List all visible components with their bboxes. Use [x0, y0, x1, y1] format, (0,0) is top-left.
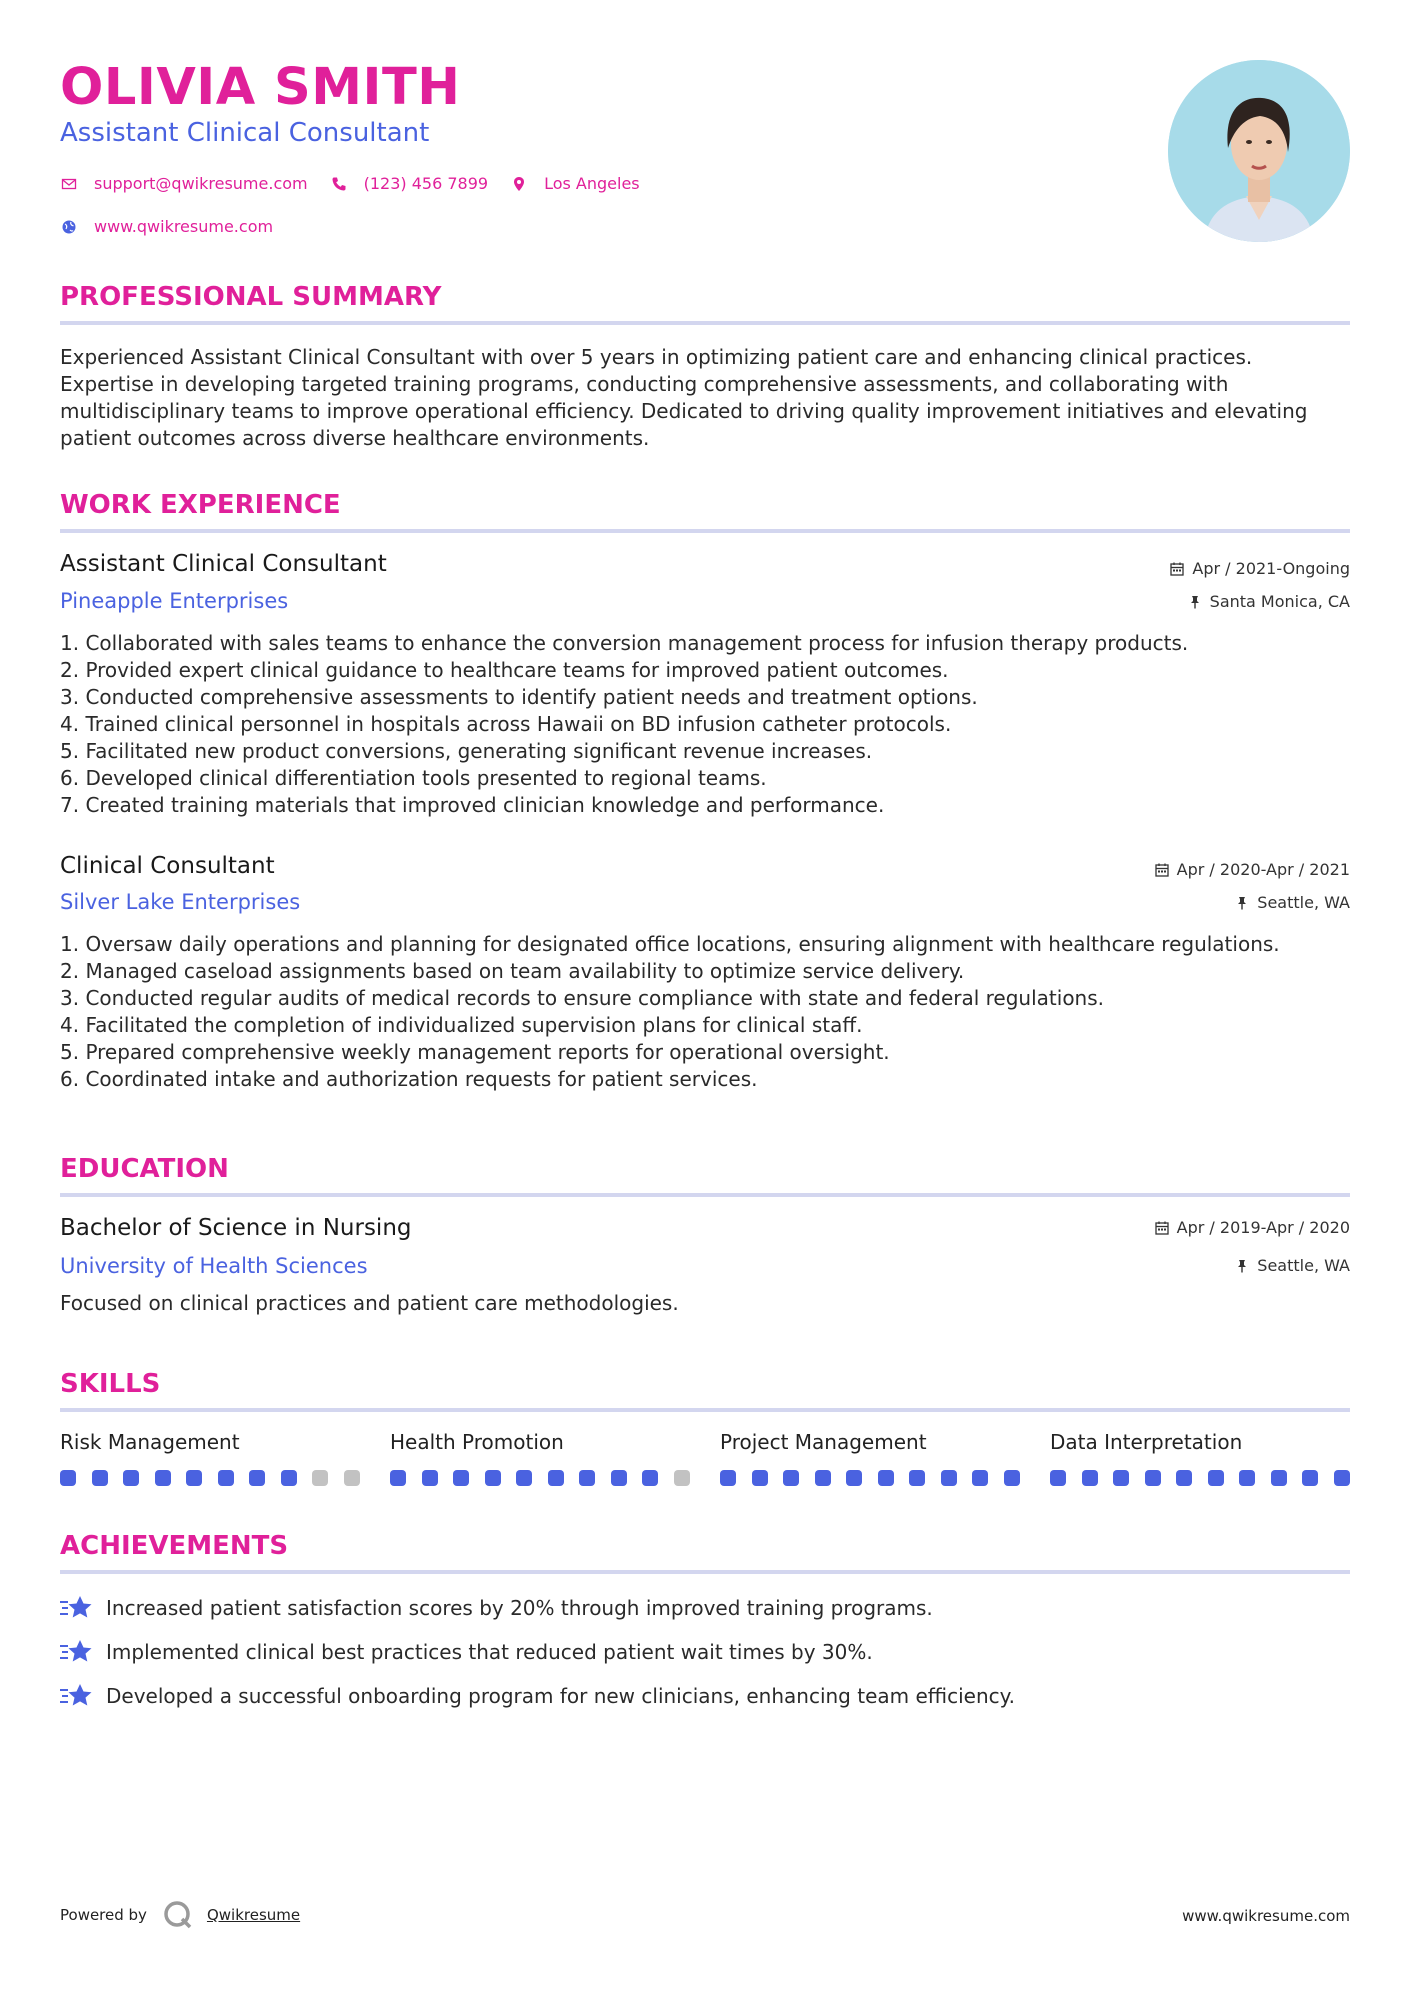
- rating-dot-filled: [516, 1470, 532, 1486]
- profile-photo: [1168, 60, 1350, 242]
- rating-dot-filled: [249, 1470, 265, 1486]
- rating-dot-filled: [186, 1470, 202, 1486]
- powered-by-label: Powered by: [60, 1906, 147, 1924]
- achievement-item: [60, 1682, 1015, 1710]
- rating-dot-filled: [390, 1470, 406, 1486]
- job-date: [1155, 862, 1350, 878]
- rating-dot-filled: [642, 1470, 658, 1486]
- phone-text: (123) 456 7899: [363, 174, 489, 193]
- section-divider: [60, 1570, 1350, 1574]
- phone-icon: [330, 175, 348, 193]
- contact-phone[interactable]: [330, 175, 488, 193]
- contact-row-website: [60, 218, 295, 236]
- skill-rating: [390, 1470, 690, 1486]
- education-date: [1155, 1220, 1350, 1236]
- school-name: University of Health Sciences: [60, 1254, 368, 1278]
- envelope-icon: [60, 175, 78, 193]
- rating-dot-filled: [453, 1470, 469, 1486]
- job-location-text: Seattle, WA: [1257, 893, 1350, 912]
- rating-dot-empty: [344, 1470, 360, 1486]
- footer-powered-by: [60, 1900, 300, 1930]
- rating-dot-filled: [941, 1470, 957, 1486]
- section-divider: [60, 1193, 1350, 1197]
- rating-dot-empty: [674, 1470, 690, 1486]
- calendar-icon: [1170, 562, 1184, 576]
- qwikresume-link[interactable]: Qwikresume: [206, 1906, 301, 1924]
- website-text: www.qwikresume.com: [94, 217, 274, 236]
- globe-icon: [60, 218, 78, 236]
- section-divider: [60, 529, 1350, 533]
- contact-row: [60, 175, 662, 193]
- rating-dot-filled: [1334, 1470, 1350, 1486]
- list-item: 2. Managed caseload assignments based on team availability to optimize service delivery.: [60, 959, 965, 983]
- rating-dot-filled: [1302, 1470, 1318, 1486]
- contact-location: [510, 175, 640, 193]
- list-item: 5. Facilitated new product conversions, generating significant revenue increases.: [60, 739, 873, 763]
- list-item: 5. Prepared comprehensive weekly management reports for operational oversight.: [60, 1040, 890, 1064]
- rating-dot-filled: [548, 1470, 564, 1486]
- calendar-icon: [1155, 863, 1169, 877]
- degree-title: Bachelor of Science in Nursing: [60, 1215, 412, 1241]
- email-text: support@qwikresume.com: [94, 174, 308, 193]
- calendar-icon: [1155, 1221, 1169, 1235]
- pin-icon: [1235, 1259, 1249, 1273]
- footer-website[interactable]: www.qwikresume.com: [1182, 1907, 1350, 1925]
- rating-dot-filled: [846, 1470, 862, 1486]
- list-item: 6. Developed clinical differentiation tools presented to regional teams.: [60, 766, 767, 790]
- skill-rating: [1050, 1470, 1350, 1486]
- job-date: [1170, 561, 1350, 577]
- list-item: 7. Created training materials that improved clinician knowledge and performance.: [60, 793, 885, 817]
- rating-dot-empty: [312, 1470, 328, 1486]
- job-location-text: Santa Monica, CA: [1209, 592, 1350, 611]
- achievement-item: [60, 1594, 933, 1622]
- education-heading: EDUCATION: [60, 1154, 229, 1184]
- rating-dot-filled: [1082, 1470, 1098, 1486]
- job-company: Silver Lake Enterprises: [60, 890, 301, 914]
- job-bullets: [60, 931, 1350, 1093]
- rating-dot-filled: [1271, 1470, 1287, 1486]
- skill-name: Health Promotion: [390, 1430, 564, 1454]
- list-item: 2. Provided expert clinical guidance to healthcare teams for improved patient outcomes.: [60, 658, 949, 682]
- job-date-text: Apr / 2020-Apr / 2021: [1176, 860, 1350, 879]
- rating-dot-filled: [611, 1470, 627, 1486]
- star-icon: [60, 1638, 92, 1666]
- rating-dot-filled: [815, 1470, 831, 1486]
- rating-dot-filled: [909, 1470, 925, 1486]
- contact-email[interactable]: [60, 175, 308, 193]
- skill-item: [60, 1432, 360, 1486]
- list-item: 4. Trained clinical personnel in hospitals across Hawaii on BD infusion catheter protocols.: [60, 712, 952, 736]
- resume-page: [60, 0, 1350, 1990]
- skill-item: [390, 1432, 690, 1486]
- list-item: 1. Oversaw daily operations and planning for designated office locations, ensuring alignment with healthcare regulations.: [60, 932, 1280, 956]
- summary-heading: PROFESSIONAL SUMMARY: [60, 282, 442, 312]
- candidate-role: Assistant Clinical Consultant: [60, 118, 430, 148]
- location-text: Los Angeles: [544, 174, 640, 193]
- rating-dot-filled: [720, 1470, 736, 1486]
- experience-heading: WORK EXPERIENCE: [60, 490, 341, 520]
- skill-name: Project Management: [720, 1430, 927, 1454]
- rating-dot-filled: [485, 1470, 501, 1486]
- section-divider: [60, 321, 1350, 325]
- achievement-text: Increased patient satisfaction scores by 20% through improved training programs.: [106, 1596, 933, 1620]
- rating-dot-filled: [579, 1470, 595, 1486]
- rating-dot-filled: [281, 1470, 297, 1486]
- section-divider: [60, 1408, 1350, 1412]
- rating-dot-filled: [1113, 1470, 1129, 1486]
- job-company: Pineapple Enterprises: [60, 589, 289, 613]
- star-icon: [60, 1682, 92, 1710]
- rating-dot-filled: [878, 1470, 894, 1486]
- list-item: 3. Conducted comprehensive assessments to identify patient needs and treatment options.: [60, 685, 978, 709]
- list-item: 4. Facilitated the completion of individualized supervision plans for clinical staff.: [60, 1013, 863, 1037]
- skill-name: Data Interpretation: [1050, 1430, 1243, 1454]
- skill-rating: [720, 1470, 1020, 1486]
- summary-text: Experienced Assistant Clinical Consultant with over 5 years in optimizing patient care and enhancing clinical practices. Expertise in developing targeted training programs, conducting comprehensive assessments, and collaborating with multidisciplinary teams to improve operational efficiency. Dedicated to driving quality improvement initiatives and elevating patient outcomes across diverse healthcare environments.: [60, 345, 1308, 450]
- rating-dot-filled: [752, 1470, 768, 1486]
- rating-dot-filled: [1145, 1470, 1161, 1486]
- rating-dot-filled: [1050, 1470, 1066, 1486]
- rating-dot-filled: [218, 1470, 234, 1486]
- job-location: [1235, 895, 1350, 911]
- job-date-text: Apr / 2021-Ongoing: [1192, 559, 1350, 578]
- candidate-name: OLIVIA SMITH: [60, 58, 461, 117]
- education-location: [1235, 1258, 1350, 1274]
- achievement-text: Developed a successful onboarding program for new clinicians, enhancing team efficiency.: [106, 1684, 1015, 1708]
- job-title: Assistant Clinical Consultant: [60, 551, 387, 577]
- achievements-heading: ACHIEVEMENTS: [60, 1531, 289, 1561]
- list-item: 6. Coordinated intake and authorization requests for patient services.: [60, 1067, 758, 1091]
- job-title: Clinical Consultant: [60, 853, 275, 879]
- rating-dot-filled: [123, 1470, 139, 1486]
- rating-dot-filled: [60, 1470, 76, 1486]
- list-item: 3. Conducted regular audits of medical records to ensure compliance with state and federal regulations.: [60, 986, 1105, 1010]
- rating-dot-filled: [92, 1470, 108, 1486]
- pin-icon: [1235, 896, 1249, 910]
- rating-dot-filled: [155, 1470, 171, 1486]
- skills-heading: SKILLS: [60, 1369, 161, 1399]
- achievement-text: Implemented clinical best practices that reduced patient wait times by 30%.: [106, 1640, 873, 1664]
- rating-dot-filled: [1004, 1470, 1020, 1486]
- rating-dot-filled: [972, 1470, 988, 1486]
- job-bullets: [60, 630, 1350, 819]
- skill-name: Risk Management: [60, 1430, 240, 1454]
- job-location: [1188, 594, 1350, 610]
- qwikresume-logo-icon: [163, 1900, 193, 1930]
- achievement-item: [60, 1638, 873, 1666]
- contact-website[interactable]: [60, 218, 273, 236]
- skill-item: [1050, 1432, 1350, 1486]
- rating-dot-filled: [1208, 1470, 1224, 1486]
- rating-dot-filled: [1239, 1470, 1255, 1486]
- rating-dot-filled: [422, 1470, 438, 1486]
- map-pin-icon: [510, 175, 528, 193]
- education-date-text: Apr / 2019-Apr / 2020: [1176, 1218, 1350, 1237]
- star-icon: [60, 1594, 92, 1622]
- list-item: 1. Collaborated with sales teams to enhance the conversion management process for infusion therapy products.: [60, 631, 1189, 655]
- education-description: Focused on clinical practices and patient care methodologies.: [60, 1291, 679, 1315]
- education-location-text: Seattle, WA: [1257, 1256, 1350, 1275]
- skill-item: [720, 1432, 1020, 1486]
- rating-dot-filled: [1176, 1470, 1192, 1486]
- pin-icon: [1188, 595, 1202, 609]
- skill-rating: [60, 1470, 360, 1486]
- rating-dot-filled: [783, 1470, 799, 1486]
